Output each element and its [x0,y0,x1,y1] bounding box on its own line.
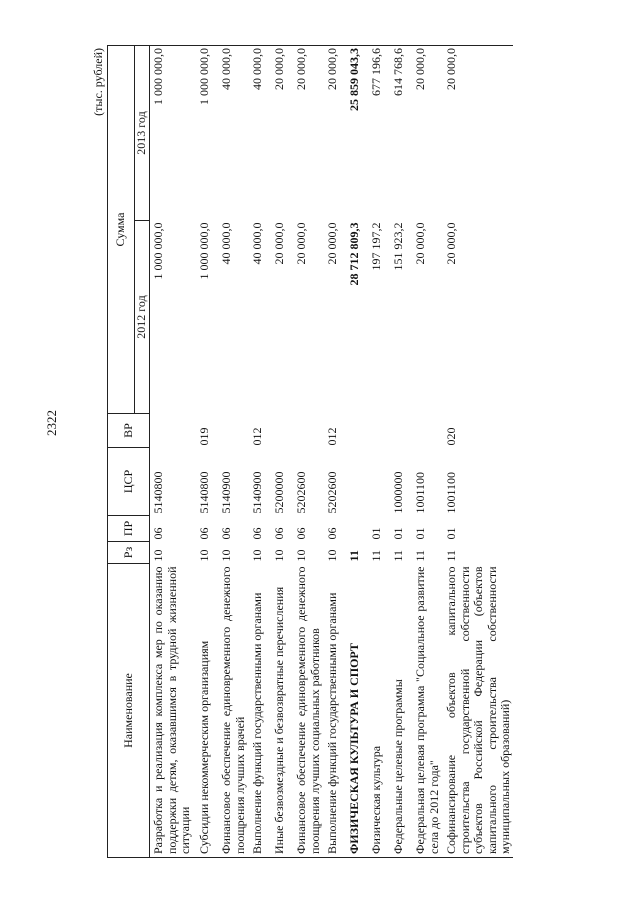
row-2013: 677 196,6 [368,45,390,220]
header-name: Наименование [108,564,150,858]
row-pr: 06 [250,527,264,540]
row-2012: 40 000,0 [250,222,264,265]
row-rz: 11 [347,550,361,562]
table-row [390,45,412,857]
row-csr: 1001100 [413,471,427,514]
row-rz: 11 [369,549,383,562]
row-pr: 01 [413,527,427,540]
row-2012: 1 000 000,0 [151,222,165,280]
row-csr: 5140800 [197,471,211,514]
row-vr: 019 [197,427,211,446]
row-vr [218,414,249,448]
row-csr: 5202600 [325,471,339,514]
table-row [150,45,197,857]
row-name: Разработка и реализация комплекса мер по оказанию поддержки детям, оказавшимся в трудной жизненной ситуации [150,564,197,858]
row-2013: 40 000,0 [218,45,249,220]
row-pr: 06 [272,527,286,540]
table-row [196,45,218,857]
row-2013: 40 000,0 [249,45,271,220]
row-csr [368,448,390,516]
row-rz: 10 [219,549,233,562]
header-rz: Рз [108,542,150,564]
header-sum: Сумма [108,45,135,413]
row-vr [150,414,197,448]
row-pr: 01 [444,527,458,540]
row-2013: 1 000 000,0 [150,45,197,220]
row-csr [346,448,368,516]
budget-table-page [93,46,593,858]
row-2012: 20 000,0 [294,222,308,265]
row-pr: 06 [325,527,339,540]
row-rz: 10 [272,549,286,562]
table-row [346,45,368,857]
row-pr: 01 [391,527,405,540]
row-2012: 20 000,0 [325,222,339,265]
table-row [293,45,324,857]
row-csr: 5140800 [151,471,165,514]
row-2013: 614 768,6 [390,45,412,220]
row-csr: 5202600 [294,471,308,514]
row-rz: 10 [325,549,339,562]
row-2012: 20 000,0 [413,222,427,265]
row-csr: 5140900 [219,471,233,514]
row-2012: 28 712 809,3 [347,222,361,286]
table-row [324,45,346,857]
row-rz: 11 [413,549,427,562]
row-2013: 20 000,0 [271,45,293,220]
row-name: Федеральные целевые программы [390,564,412,858]
budget-table [107,45,513,858]
row-rz: 11 [391,549,405,562]
row-name: Выполнение функций государственными органами [249,564,271,858]
row-rz: 10 [250,549,264,562]
row-name: Финансовое обеспечение единовременного денежного поощрения лучших врачей [218,564,249,858]
table-row [249,45,271,857]
row-name: Софинансирование объектов капитального строительства государственной собственности субъектов Российской Федерации (объектов капитального строительства собственности муниципальных образований) [443,564,513,858]
row-name: ФИЗИЧЕСКАЯ КУЛЬТУРА И СПОРТ [346,564,368,858]
row-pr: 06 [294,527,308,540]
row-2013: 25 859 043,3 [346,45,368,220]
header-vr: ВР [108,414,150,448]
row-rz: 11 [444,549,458,562]
row-vr: 020 [444,427,458,446]
row-2013: 20 000,0 [293,45,324,220]
row-vr [271,414,293,448]
table-row [218,45,249,857]
row-name: Федеральная целевая программа "Социальное развитие села до 2012 года" [412,564,443,858]
row-vr [293,414,324,448]
row-2012: 151 923,2 [391,222,405,271]
table-row [271,45,293,857]
row-csr: 1000000 [391,471,405,514]
row-2012: 20 000,0 [272,222,286,265]
row-vr [412,414,443,448]
header-2012: 2012 год [135,221,150,414]
row-vr [346,414,368,448]
row-pr: 06 [151,527,165,540]
row-2012: 197 197,2 [369,222,383,271]
row-csr: 1001100 [444,471,458,514]
row-csr: 5200000 [272,471,286,514]
row-rz: 10 [197,549,211,562]
header-2013: 2013 год [135,45,150,220]
row-vr: 012 [325,427,339,446]
row-2013: 1 000 000,0 [196,45,218,220]
row-name: Финансовое обеспечение единовременного денежного поощрения лучших социальных работников [293,564,324,858]
header-csr: ЦСР [108,448,150,516]
row-pr: 01 [369,527,383,540]
row-name: Выполнение функций государственными органами [324,564,346,858]
row-csr: 5140900 [250,471,264,514]
row-vr [390,414,412,448]
row-2012: 20 000,0 [444,222,458,265]
row-name: Физическая культура [368,564,390,858]
row-2013: 20 000,0 [324,45,346,220]
table-row [443,45,513,857]
row-vr: 012 [250,427,264,446]
row-name: Иные безвозмездные и безвозвратные перечисления [271,564,293,858]
row-pr: 06 [197,527,211,540]
row-name: Субсидии некоммерческим организациям [196,564,218,858]
row-2013: 20 000,0 [443,45,513,220]
table-row [368,45,390,857]
row-pr: 06 [219,527,233,540]
row-vr [368,414,390,448]
header-pr: ПР [108,516,150,542]
table-row [412,45,443,857]
row-rz: 10 [151,549,165,562]
page-number: 2322 [44,410,59,436]
row-2012: 1 000 000,0 [197,222,211,280]
row-rz: 10 [294,549,308,562]
units-label: (тыс. рублей) [91,48,105,116]
row-2013: 20 000,0 [412,45,443,220]
row-pr [346,516,368,542]
row-2012: 40 000,0 [219,222,233,265]
